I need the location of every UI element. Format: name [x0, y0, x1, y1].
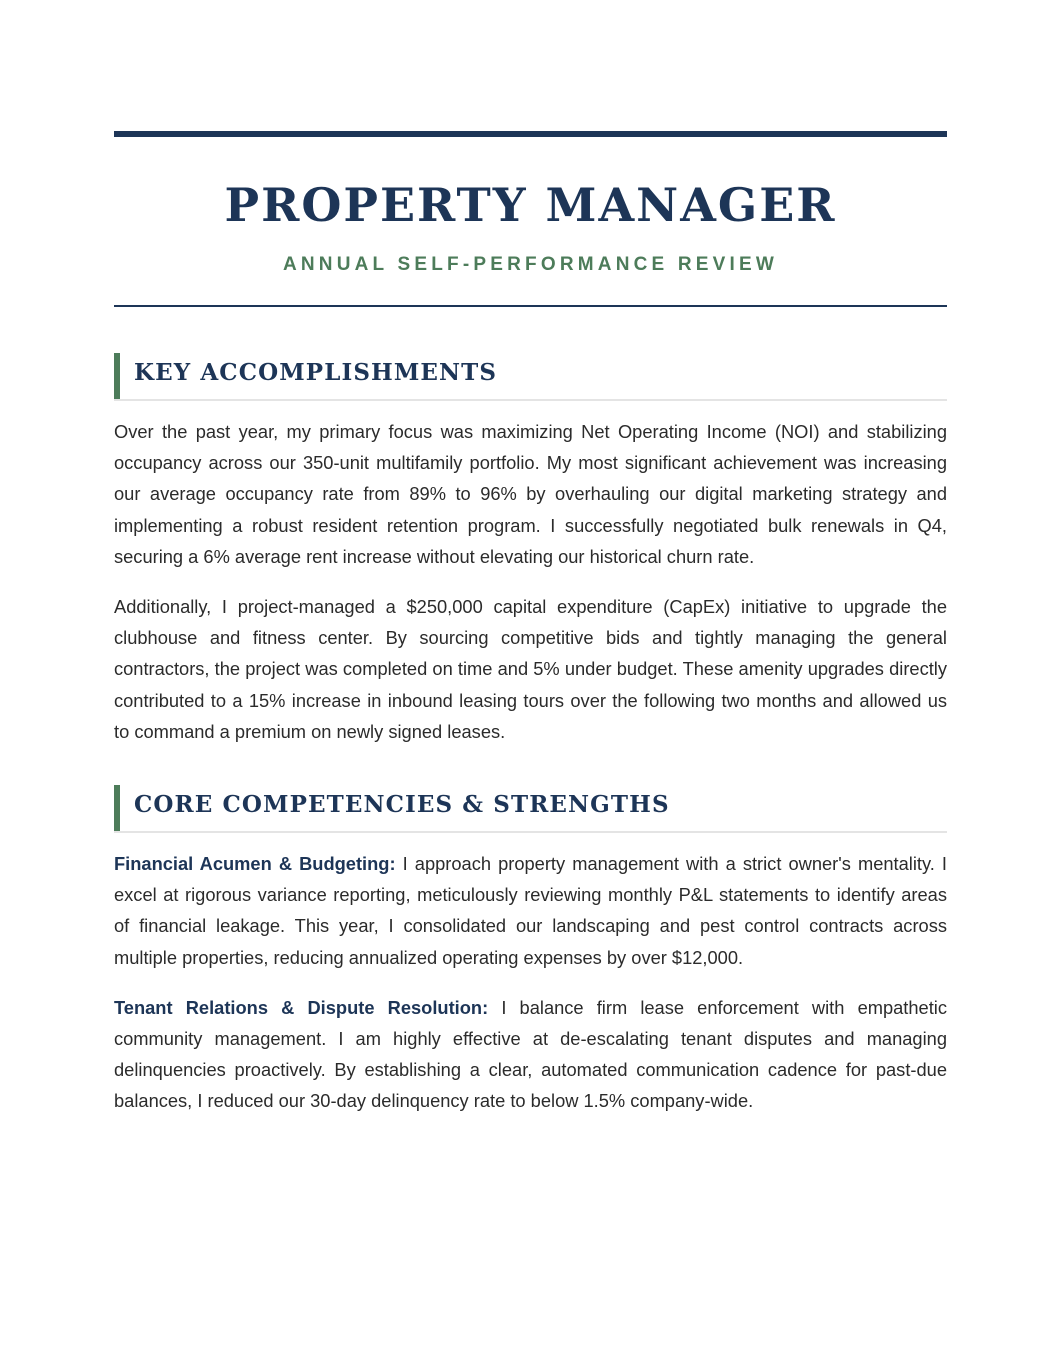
competency-text: I approach property management with a strict owner's mentality. I excel at rigorous variance reporting, meticulously reviewing monthly P&L statements to identify areas of financial leakage. This year, I consolidated our landscaping and pest control contracts across multiple properties, reducing annualized operating expenses by over $12,000.: [114, 853, 947, 968]
page-title: PROPERTY MANAGER: [224, 178, 837, 232]
document-page: [114, 131, 947, 1117]
page-subtitle: ANNUAL SELF-PERFORMANCE REVIEW: [282, 254, 779, 275]
section-accent-bar: [114, 785, 120, 831]
competency-tenant-relations: [114, 992, 947, 1117]
competency-label: Financial Acumen & Budgeting:: [114, 853, 396, 875]
accomplishments-paragraph-2: Additionally, I project-managed a $250,000 capital expenditure (CapEx) initiative to upgrade the clubhouse and fitness center. By sourcing competitive bids and tightly managing the general contractors, the project was completed on time and 5% under budget. These amenity upgrades directly contributed to a 15% increase in inbound leasing tours over the following two months and allowed us to command a premium on newly signed leases.: [114, 596, 947, 742]
section-title: CORE COMPETENCIES & STRENGTHS: [134, 791, 670, 819]
header-divider: [114, 305, 947, 307]
competency-financial-acumen: [114, 848, 947, 973]
accomplishments-paragraph-1: Over the past year, my primary focus was maximizing Net Operating Income (NOI) and stabilizing occupancy across our 350-unit multifamily portfolio. My most significant achievement was increasing our average occupancy rate from 89% to 96% by overhauling our digital marketing strategy and implementing a robust resident retention program. I successfully negotiated bulk renewals in Q4, securing a 6% average rent increase without elevating our historical churn rate.: [114, 421, 947, 567]
competency-text: I balance firm lease enforcement with empathetic community management. I am highly effective at de-escalating tenant disputes and managing delinquencies proactively. By establishing a clear, automated communication cadence for past-due balances, I reduced our 30-day delinquency rate to below 1.5% company-wide.: [114, 996, 947, 1112]
section-accent-bar: [114, 353, 120, 399]
section-heading-key-accomplishments: [114, 353, 947, 401]
section-heading-core-competencies: [114, 785, 947, 833]
section-title: KEY ACCOMPLISHMENTS: [134, 359, 498, 386]
competency-label: Tenant Relations & Dispute Resolution:: [114, 996, 489, 1018]
top-rule: [114, 131, 947, 137]
